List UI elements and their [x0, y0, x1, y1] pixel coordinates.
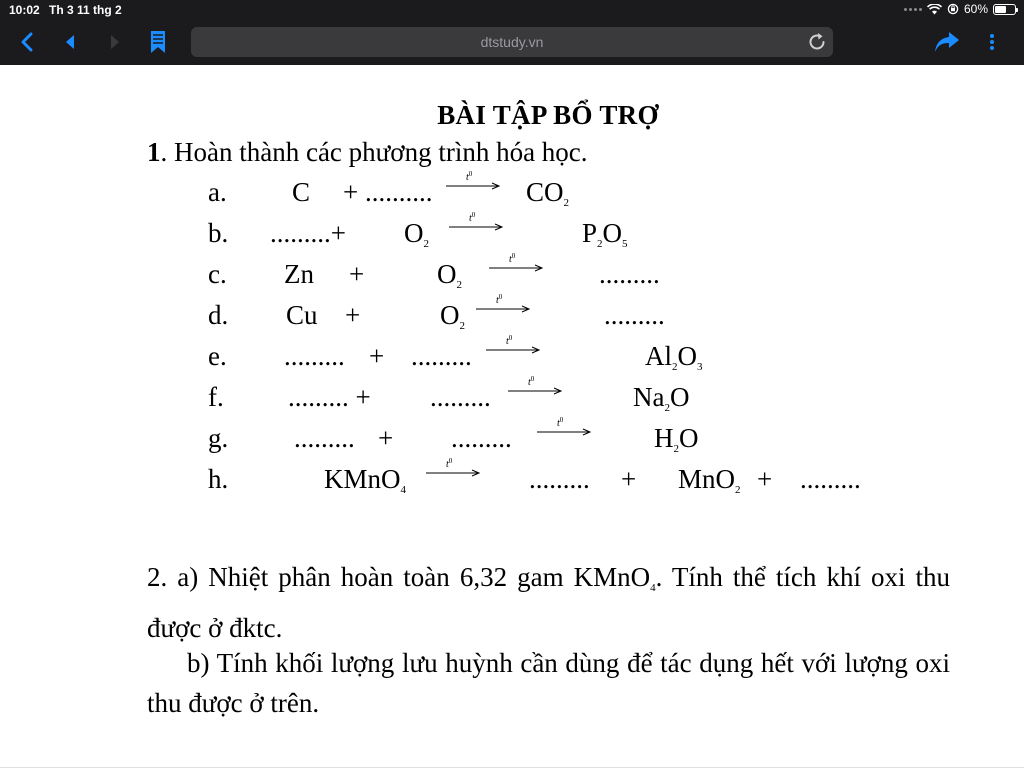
question-1-number: 1	[147, 137, 161, 167]
equation-c-oxygen: $O_2$	[437, 259, 462, 291]
wifi-icon	[927, 4, 942, 15]
equation-c-blank: .........	[599, 259, 660, 289]
reaction-arrow	[446, 170, 502, 194]
equation-letter-d: d.	[208, 300, 229, 330]
equation-letter-f: f.	[208, 382, 224, 412]
equation-h-product: MnO$_2$	[678, 464, 741, 496]
browser-chrome	[0, 0, 1024, 65]
arrow-label: $t^0$	[469, 211, 476, 224]
equation-letter-a: a.	[208, 177, 227, 207]
next-button[interactable]	[102, 29, 128, 55]
equation-b-oxygen: $O_2$	[404, 218, 429, 250]
arrow-label: $t^0$	[509, 252, 516, 265]
arrow-label: $t^0$	[557, 416, 564, 429]
previous-button[interactable]	[57, 29, 83, 55]
equation-c-reactant: Zn	[284, 259, 314, 289]
question-2b: b) Tính khối lượng lưu huỳnh cần dùng để tác dụng hết với lượng oxi thu được ở trên.	[147, 648, 950, 718]
back-chevron-button[interactable]	[14, 29, 40, 55]
equation-g-blank-2: .........	[451, 423, 512, 453]
equation-e-product: $Al_2O_3$	[645, 341, 703, 373]
screen-lock-icon	[947, 3, 959, 15]
equation-h-blank-1: .........	[529, 464, 590, 494]
arrow-label: $t^0$	[506, 334, 513, 347]
equation-g-blank-1: .........	[294, 423, 355, 453]
equation-letter-c: c.	[208, 259, 227, 289]
reaction-arrow	[537, 416, 593, 440]
battery-fill	[995, 6, 1006, 13]
question-1-heading	[147, 137, 588, 168]
battery-percentage: 60%	[963, 2, 988, 16]
browser-toolbar	[0, 22, 1024, 62]
equation-g-product: $H_2O$	[654, 423, 699, 455]
battery-icon	[993, 4, 1016, 15]
equation-d-plus: +	[345, 300, 361, 330]
equation-b-blank: .........+	[270, 218, 346, 248]
equation-b-product: $P_2O_5$	[582, 218, 628, 250]
address-bar[interactable]	[191, 27, 833, 57]
question-2a: 2. a) Nhiệt phân hoàn toàn 6,32 gam KMnO$_4$. Tính thể tích khí oxi thu được ở đktc.	[147, 562, 950, 643]
reaction-arrow	[476, 293, 532, 317]
equation-letter-b: b.	[208, 218, 229, 248]
equation-c-plus: +	[349, 259, 365, 289]
equation-h-reactant: KMnO$_4$	[324, 464, 407, 496]
equation-f-blank-1: ......... +	[288, 382, 371, 412]
question-1-text: . Hoàn thành các phương trình hóa học.	[160, 137, 588, 167]
equation-e-blank-1: .........	[284, 341, 345, 371]
equation-e-plus: +	[369, 341, 385, 371]
reaction-arrow	[486, 334, 542, 358]
bookmark-icon	[149, 30, 167, 54]
equation-h-plus-2: +	[757, 464, 773, 494]
address-url: dtstudy.vn	[480, 34, 544, 50]
signal-dots-icon	[904, 8, 922, 11]
reaction-arrow	[426, 457, 482, 481]
status-bar	[0, 0, 1024, 20]
page-title: BÀI TẬP BỔ TRỢ	[437, 100, 659, 130]
equation-letter-h: h.	[208, 464, 229, 494]
prev-triangle-icon	[64, 34, 76, 50]
equation-f-product: $Na_2O$	[633, 382, 690, 414]
bookmark-button[interactable]	[145, 29, 171, 55]
equation-h-blank-2: .........	[800, 464, 861, 494]
status-date: Th 3 11 thg 2	[49, 3, 122, 17]
reaction-arrow	[489, 252, 545, 276]
equation-a-blank: + ..........	[343, 177, 433, 207]
status-time: 10:02	[9, 3, 40, 17]
equation-d-oxygen: $O_2$	[440, 300, 465, 332]
equation-letter-e: e.	[208, 341, 227, 371]
reaction-arrow	[449, 211, 505, 235]
more-button[interactable]	[979, 29, 1005, 55]
reload-icon	[807, 32, 827, 52]
equation-h-plus-1: +	[621, 464, 637, 494]
reload-button[interactable]	[805, 30, 829, 54]
status-right-group	[904, 2, 1016, 16]
arrow-label: $t^0$	[496, 293, 503, 306]
equation-a-reactant: C	[292, 177, 311, 207]
document-page	[0, 65, 1024, 768]
equation-f-blank-2: .........	[430, 382, 491, 412]
more-icon	[989, 32, 995, 52]
equation-letter-g: g.	[208, 423, 229, 453]
share-icon	[934, 31, 960, 53]
next-triangle-icon	[109, 34, 121, 50]
back-chevron-icon	[20, 32, 34, 52]
share-button[interactable]	[934, 29, 960, 55]
equation-d-reactant: Cu	[286, 300, 318, 330]
equation-e-blank-2: .........	[411, 341, 472, 371]
equation-g-plus: +	[378, 423, 394, 453]
arrow-label: $t^0$	[466, 170, 473, 183]
equation-a-product: $CO_2$	[526, 177, 570, 209]
equation-d-blank: .........	[604, 300, 665, 330]
arrow-label: $t^0$	[528, 375, 535, 388]
reaction-arrow	[508, 375, 564, 399]
arrow-label: $t^0$	[446, 457, 453, 470]
